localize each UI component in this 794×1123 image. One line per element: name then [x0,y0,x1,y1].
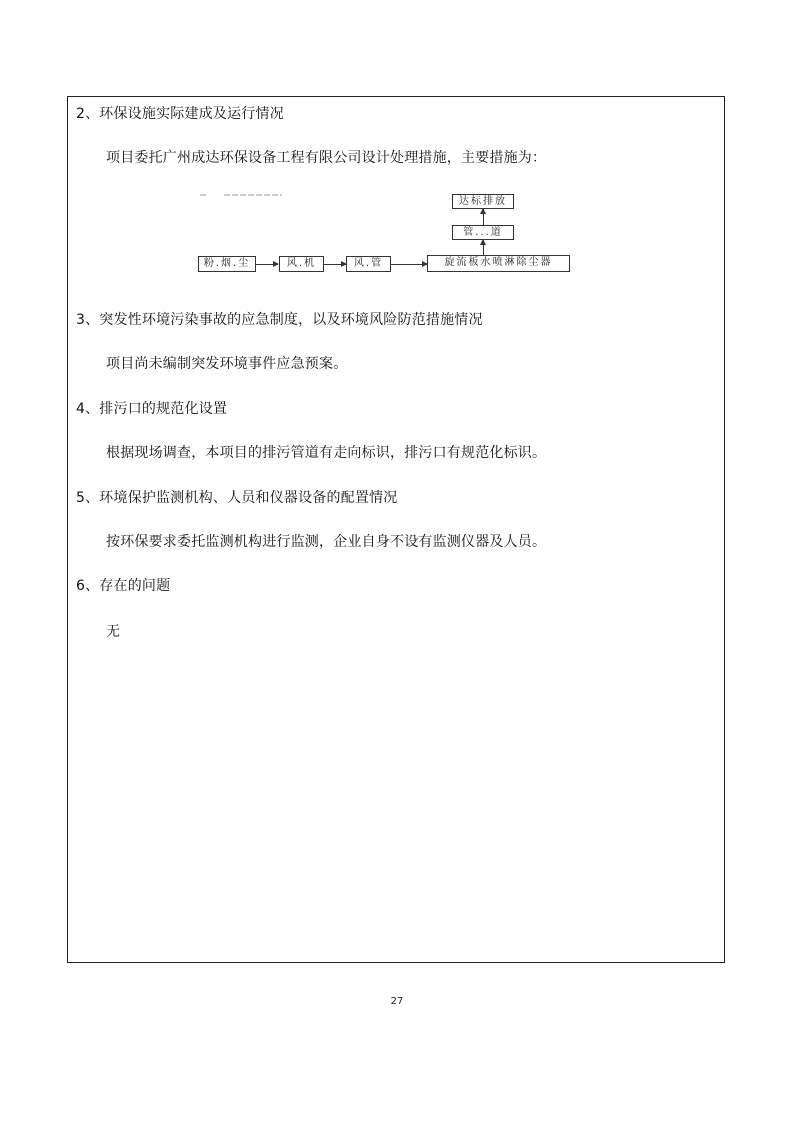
faint-scribble [196,193,286,197]
section-body: 项目委托广州成达环保设备工程有限公司设计处理措施，主要措施为： [106,150,547,166]
flow-arrow [256,264,278,265]
flow-arrow [483,240,484,255]
section-body: 根据现场调查，本项目的排污管道有走向标识，排污口有规范化标识。 [106,445,547,461]
flow-node-fan: 风.机 [279,256,324,272]
section-body: 无 [106,624,121,640]
content-frame [67,96,725,963]
flow-node-pipe: 管...道 [452,225,514,240]
section-heading: 3、突发性环境污染事故的应急制度，以及环境风险防范措施情况 [76,312,483,328]
section-body: 项目尚未编制突发环境事件应急预案。 [106,356,348,372]
flow-arrow [391,264,427,265]
flow-node-scrubber: 旋流板水喷淋除尘器 [427,255,570,272]
flow-node-duct: 风.管 [346,256,391,272]
flow-arrow [324,264,346,265]
flow-node-discharge: 达标排放 [452,194,514,209]
section-heading: 4、排污口的规范化设置 [76,401,228,417]
flow-node-dust: 粉.烟.尘 [198,256,256,272]
flow-arrow [483,209,484,225]
process-flowchart [196,193,576,277]
section-heading: 6、存在的问题 [76,578,171,594]
section-heading: 2、环保设施实际建成及运行情况 [76,106,284,122]
section-heading: 5、环境保护监测机构、人员和仪器设备的配置情况 [76,490,398,506]
page-number: 27 [390,996,404,1007]
section-body: 按环保要求委托监测机构进行监测，企业自身不设有监测仪器及人员。 [106,534,547,550]
